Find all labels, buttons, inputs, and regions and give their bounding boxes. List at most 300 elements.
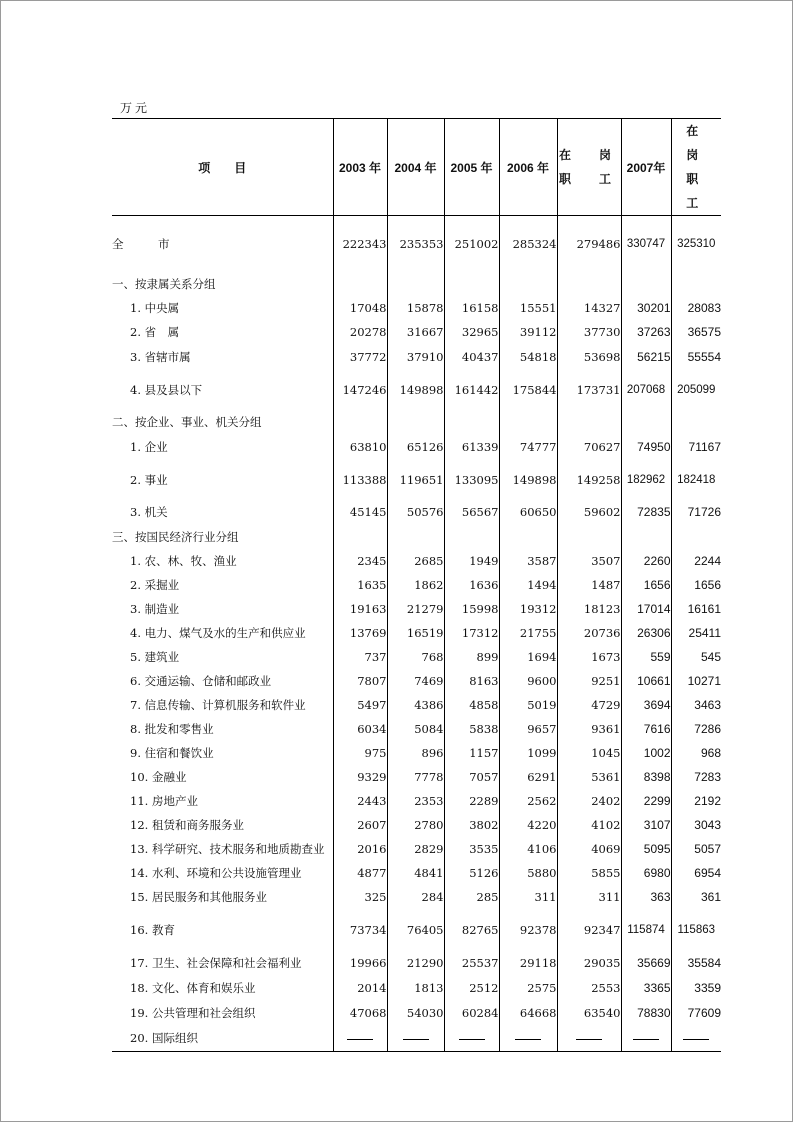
cell-v2003: 737 xyxy=(333,645,387,669)
cell-onpost-2006: 4069 xyxy=(557,837,621,861)
cell-v2004: 76405 xyxy=(387,909,444,951)
cell-v2006: 92378 xyxy=(499,909,557,951)
cell-v2004: 7469 xyxy=(387,669,444,693)
cell-onpost-2006: 173731 xyxy=(557,370,621,410)
cell-v2003: 20278 xyxy=(333,320,387,345)
cell-v2004: 2829 xyxy=(387,837,444,861)
cell-v2007: 3365 xyxy=(621,976,671,1001)
cell-onpost-2007: 5057 xyxy=(694,841,721,856)
cell-v2003: 73734 xyxy=(333,909,387,951)
cell-v2005: 8163 xyxy=(444,669,499,693)
cell-v2006: 39112 xyxy=(499,320,557,345)
cell-onpost-2007: 77609 xyxy=(687,1006,721,1020)
table-row xyxy=(112,1001,721,1026)
cell-onpost-2006: 5361 xyxy=(557,765,621,789)
cell-onpost-2007: 7283 xyxy=(694,769,721,784)
row-label: 2. 省 属 xyxy=(112,320,333,345)
cell-onpost-2006: 2553 xyxy=(557,976,621,1001)
cell-v2005: 17312 xyxy=(444,621,499,645)
cell-v2005: 899 xyxy=(444,645,499,669)
cell-v2005: 5838 xyxy=(444,717,499,741)
cell-v2007: 30201 xyxy=(621,296,671,320)
cell-onpost-2007: 182418 xyxy=(677,473,716,486)
cell-v2004: 235353 xyxy=(387,216,444,272)
cell-v2003: 37772 xyxy=(333,345,387,370)
cell-v2005: 25537 xyxy=(444,951,499,976)
cell-v2006: 1694 xyxy=(499,645,557,669)
cell-onpost-2006: 311 xyxy=(557,885,621,909)
cell-v2004: 1862 xyxy=(387,573,444,597)
cell-v2004: 65126 xyxy=(387,434,444,460)
cell-v2006: 1099 xyxy=(499,741,557,765)
cell-v2007: 7616 xyxy=(621,717,671,741)
cell-v2003: 45145 xyxy=(333,500,387,525)
row-label: 8. 批发和零售业 xyxy=(112,717,333,741)
cell-v2005: 1157 xyxy=(444,741,499,765)
header-2006: 2006 年 xyxy=(499,119,557,216)
header-2007: 2007年 xyxy=(621,119,671,216)
cell-onpost-2007: 36575 xyxy=(687,325,721,339)
cell-v2003: 7807 xyxy=(333,669,387,693)
cell-onpost-2006: 29035 xyxy=(557,951,621,976)
table-row xyxy=(112,645,721,669)
cell-onpost-2006: 1045 xyxy=(557,741,621,765)
cell-onpost-2006: 1673 xyxy=(557,645,621,669)
table-row xyxy=(112,621,721,645)
header-2003: 2003 年 xyxy=(333,119,387,216)
cell-v2006: 2562 xyxy=(499,789,557,813)
cell-v2006: 311 xyxy=(499,885,557,909)
cell-onpost-2006: 63540 xyxy=(557,1001,621,1026)
cell-v2005: 3802 xyxy=(444,813,499,837)
cell-v2004: 21279 xyxy=(387,597,444,621)
table-row xyxy=(112,813,721,837)
cell-onpost-2007 xyxy=(671,272,721,296)
cell-v2007: 207068 xyxy=(621,370,671,410)
row-label: 一、按隶属关系分组 xyxy=(112,272,333,296)
cell-v2003: 17048 xyxy=(333,296,387,320)
table-row xyxy=(112,1026,721,1052)
header-onpost-2006-line2: 职 工 xyxy=(558,172,619,186)
unit-label: 万元 xyxy=(120,101,151,115)
cell-v2006: 5880 xyxy=(499,861,557,885)
row-label: 1. 企业 xyxy=(112,434,333,460)
cell-onpost-2006: 59602 xyxy=(557,500,621,525)
cell-v2007: 330747 xyxy=(621,216,671,272)
cell-v2003 xyxy=(333,410,387,434)
cell-v2007: 1656 xyxy=(621,573,671,597)
row-label: 3. 省辖市属 xyxy=(112,345,333,370)
cell-v2004: 4841 xyxy=(387,861,444,885)
cell-onpost-2007: 10271 xyxy=(687,673,721,688)
cell-v2006: 21755 xyxy=(499,621,557,645)
table-row xyxy=(112,434,721,460)
cell-v2007 xyxy=(621,272,671,296)
cell-onpost-2006 xyxy=(557,1026,621,1052)
header-item: 项 目 xyxy=(112,119,333,216)
row-label: 19. 公共管理和社会组织 xyxy=(112,1001,333,1026)
cell-onpost-2006 xyxy=(557,410,621,434)
cell-v2007: 2299 xyxy=(621,789,671,813)
cell-v2006: 60650 xyxy=(499,500,557,525)
cell-v2005: 251002 xyxy=(444,216,499,272)
dash-mark xyxy=(515,1039,541,1040)
cell-onpost-2007: 3463 xyxy=(694,697,721,712)
cell-onpost-2007: 71726 xyxy=(687,505,721,519)
cell-v2004: 2685 xyxy=(387,549,444,573)
cell-v2007: 37263 xyxy=(621,320,671,345)
cell-v2007 xyxy=(621,525,671,549)
cell-v2004: 54030 xyxy=(387,1001,444,1026)
cell-v2007: 10661 xyxy=(621,669,671,693)
cell-v2006: 4220 xyxy=(499,813,557,837)
header-onpost-2006-line1: 在 岗 xyxy=(558,148,619,162)
cell-v2003: 1635 xyxy=(333,573,387,597)
cell-onpost-2007: 2244 xyxy=(694,553,721,568)
cell-v2006: 2575 xyxy=(499,976,557,1001)
cell-v2003: 13769 xyxy=(333,621,387,645)
cell-v2004 xyxy=(387,1026,444,1052)
row-label: 3. 机关 xyxy=(112,500,333,525)
cell-onpost-2006: 149258 xyxy=(557,460,621,500)
cell-v2003: 19966 xyxy=(333,951,387,976)
cell-v2007: 559 xyxy=(621,645,671,669)
cell-onpost-2007: 205099 xyxy=(677,383,716,396)
header-onpost-2007-line2: 职 工 xyxy=(686,172,727,210)
cell-v2003: 113388 xyxy=(333,460,387,500)
cell-onpost-2007: 16161 xyxy=(687,601,721,616)
cell-onpost-2007 xyxy=(671,1026,721,1052)
row-label: 20. 国际组织 xyxy=(112,1026,333,1052)
row-label: 6. 交通运输、仓储和邮政业 xyxy=(112,669,333,693)
table-row xyxy=(112,296,721,320)
table-row xyxy=(112,272,721,296)
table-row xyxy=(112,976,721,1001)
cell-v2006 xyxy=(499,272,557,296)
row-label: 18. 文化、体育和娱乐业 xyxy=(112,976,333,1001)
cell-v2004: 31667 xyxy=(387,320,444,345)
table-row xyxy=(112,597,721,621)
cell-v2004 xyxy=(387,272,444,296)
cell-onpost-2007: 55554 xyxy=(687,350,721,364)
cell-v2006 xyxy=(499,410,557,434)
cell-v2003: 47068 xyxy=(333,1001,387,1026)
cell-onpost-2006 xyxy=(557,272,621,296)
cell-v2004: 119651 xyxy=(387,460,444,500)
cell-v2004: 2780 xyxy=(387,813,444,837)
table-row xyxy=(112,345,721,370)
cell-v2006: 29118 xyxy=(499,951,557,976)
cell-onpost-2007 xyxy=(671,525,721,549)
row-label: 4. 县及县以下 xyxy=(112,370,333,410)
row-label: 二、按企业、事业、机关分组 xyxy=(112,410,333,434)
row-label: 10. 金融业 xyxy=(112,765,333,789)
header-onpost-2007 xyxy=(671,119,727,216)
table-row xyxy=(112,909,721,951)
cell-onpost-2006: 9361 xyxy=(557,717,621,741)
cell-v2006: 19312 xyxy=(499,597,557,621)
row-label: 1. 农、林、牧、渔业 xyxy=(112,549,333,573)
row-label: 4. 电力、煤气及水的生产和供应业 xyxy=(112,621,333,645)
cell-v2003: 5497 xyxy=(333,693,387,717)
row-label: 16. 教育 xyxy=(112,909,333,951)
table-row xyxy=(112,370,721,410)
cell-onpost-2007: 28083 xyxy=(687,300,721,315)
table-row xyxy=(112,765,721,789)
cell-onpost-2006: 9251 xyxy=(557,669,621,693)
cell-onpost-2007: 545 xyxy=(700,649,721,664)
cell-onpost-2006: 5855 xyxy=(557,861,621,885)
cell-onpost-2007: 3043 xyxy=(694,817,721,832)
cell-onpost-2007: 325310 xyxy=(671,216,721,272)
cell-v2006: 5019 xyxy=(499,693,557,717)
cell-v2005: 5126 xyxy=(444,861,499,885)
cell-v2004: 2353 xyxy=(387,789,444,813)
cell-v2003: 2443 xyxy=(333,789,387,813)
cell-v2007: 72835 xyxy=(621,500,671,525)
cell-v2007: 363 xyxy=(621,885,671,909)
cell-v2004 xyxy=(387,525,444,549)
cell-onpost-2006: 37730 xyxy=(557,320,621,345)
cell-v2006 xyxy=(499,1026,557,1052)
cell-v2005 xyxy=(444,1026,499,1052)
cell-onpost-2007: 6954 xyxy=(694,865,721,880)
cell-v2003: 2607 xyxy=(333,813,387,837)
row-label: 2. 采掘业 xyxy=(112,573,333,597)
row-label: 1. 中央属 xyxy=(112,296,333,320)
dash-mark xyxy=(403,1039,429,1040)
cell-v2006: 1494 xyxy=(499,573,557,597)
cell-v2005 xyxy=(444,410,499,434)
cell-v2003: 9329 xyxy=(333,765,387,789)
cell-v2006 xyxy=(499,525,557,549)
cell-v2007: 74950 xyxy=(621,434,671,460)
row-label: 3. 制造业 xyxy=(112,597,333,621)
cell-v2006: 15551 xyxy=(499,296,557,320)
cell-v2005: 2289 xyxy=(444,789,499,813)
cell-v2003: 19163 xyxy=(333,597,387,621)
table-row xyxy=(112,410,721,434)
cell-v2004: 15878 xyxy=(387,296,444,320)
table-row xyxy=(112,460,721,500)
cell-v2006: 4106 xyxy=(499,837,557,861)
table-row xyxy=(112,837,721,861)
cell-v2007: 8398 xyxy=(621,765,671,789)
cell-v2005 xyxy=(444,525,499,549)
cell-v2004 xyxy=(387,410,444,434)
dash-mark xyxy=(633,1039,659,1040)
cell-onpost-2006: 3507 xyxy=(557,549,621,573)
cell-v2003: 975 xyxy=(333,741,387,765)
cell-v2003: 63810 xyxy=(333,434,387,460)
cell-onpost-2006: 4729 xyxy=(557,693,621,717)
cell-v2004: 284 xyxy=(387,885,444,909)
table-row xyxy=(112,573,721,597)
cell-onpost-2006: 14327 xyxy=(557,296,621,320)
table-row xyxy=(112,717,721,741)
cell-v2004: 768 xyxy=(387,645,444,669)
dash-mark xyxy=(683,1039,709,1040)
cell-v2007: 78830 xyxy=(621,1001,671,1026)
cell-onpost-2006: 1487 xyxy=(557,573,621,597)
row-label: 11. 房地产业 xyxy=(112,789,333,813)
cell-v2004: 16519 xyxy=(387,621,444,645)
cell-onpost-2006 xyxy=(557,525,621,549)
cell-onpost-2007: 2192 xyxy=(694,793,721,808)
statistics-table xyxy=(112,118,727,1052)
dash-mark xyxy=(459,1039,485,1040)
cell-onpost-2007: 1656 xyxy=(694,577,721,592)
cell-onpost-2007: 7286 xyxy=(694,721,721,736)
cell-onpost-2007 xyxy=(671,410,721,434)
cell-v2005: 2512 xyxy=(444,976,499,1001)
cell-v2004: 5084 xyxy=(387,717,444,741)
cell-v2007: 26306 xyxy=(621,621,671,645)
cell-v2003: 2016 xyxy=(333,837,387,861)
table-row xyxy=(112,693,721,717)
cell-v2006: 149898 xyxy=(499,460,557,500)
header-2004: 2004 年 xyxy=(387,119,444,216)
header-onpost-2006 xyxy=(557,119,621,216)
cell-v2003 xyxy=(333,1026,387,1052)
cell-onpost-2006: 18123 xyxy=(557,597,621,621)
row-label: 9. 住宿和餐饮业 xyxy=(112,741,333,765)
cell-onpost-2007: 25411 xyxy=(688,625,721,640)
cell-v2004: 149898 xyxy=(387,370,444,410)
cell-v2005: 32965 xyxy=(444,320,499,345)
cell-v2005: 15998 xyxy=(444,597,499,621)
cell-v2005: 1636 xyxy=(444,573,499,597)
cell-v2003: 222343 xyxy=(333,216,387,272)
cell-v2003: 325 xyxy=(333,885,387,909)
header-row xyxy=(112,119,721,216)
row-label: 15. 居民服务和其他服务业 xyxy=(112,885,333,909)
header-onpost-2007-line1: 在 岗 xyxy=(686,124,727,162)
row-label: 三、按国民经济行业分组 xyxy=(112,525,333,549)
cell-v2005: 56567 xyxy=(444,500,499,525)
cell-v2007: 5095 xyxy=(621,837,671,861)
cell-v2005: 133095 xyxy=(444,460,499,500)
dash-mark xyxy=(347,1039,373,1040)
cell-v2005 xyxy=(444,272,499,296)
row-label: 13. 科学研究、技术服务和地质勘查业 xyxy=(112,837,333,861)
cell-v2005: 82765 xyxy=(444,909,499,951)
table-row xyxy=(112,885,721,909)
cell-v2004: 21290 xyxy=(387,951,444,976)
cell-v2005: 60284 xyxy=(444,1001,499,1026)
table-row xyxy=(112,216,721,272)
table-row xyxy=(112,861,721,885)
header-2005: 2005 年 xyxy=(444,119,499,216)
cell-v2004: 37910 xyxy=(387,345,444,370)
cell-onpost-2007: 361 xyxy=(700,889,721,904)
cell-v2006: 6291 xyxy=(499,765,557,789)
table-row xyxy=(112,500,721,525)
row-label: 17. 卫生、社会保障和社会福利业 xyxy=(112,951,333,976)
cell-v2006: 175844 xyxy=(499,370,557,410)
cell-onpost-2006: 279486 xyxy=(557,216,621,272)
cell-v2007 xyxy=(621,1026,671,1052)
row-label: 5. 建筑业 xyxy=(112,645,333,669)
cell-v2004: 1813 xyxy=(387,976,444,1001)
cell-v2007: 17014 xyxy=(621,597,671,621)
row-label: 2. 事业 xyxy=(112,460,333,500)
table-row xyxy=(112,741,721,765)
cell-v2005: 7057 xyxy=(444,765,499,789)
cell-v2007 xyxy=(621,410,671,434)
table-row xyxy=(112,549,721,573)
cell-onpost-2006: 2402 xyxy=(557,789,621,813)
cell-v2005: 61339 xyxy=(444,434,499,460)
cell-v2003: 2014 xyxy=(333,976,387,1001)
cell-onpost-2006: 70627 xyxy=(557,434,621,460)
cell-onpost-2006: 92347 xyxy=(557,909,621,951)
table-row xyxy=(112,951,721,976)
row-label: 14. 水利、环境和公共设施管理业 xyxy=(112,861,333,885)
cell-v2007: 115874 xyxy=(621,909,671,951)
cell-onpost-2007: 3359 xyxy=(694,981,721,995)
cell-onpost-2006: 4102 xyxy=(557,813,621,837)
table-row xyxy=(112,320,721,345)
cell-onpost-2007: 35584 xyxy=(687,956,721,970)
cell-v2003: 6034 xyxy=(333,717,387,741)
cell-v2004: 50576 xyxy=(387,500,444,525)
cell-onpost-2006: 53698 xyxy=(557,345,621,370)
cell-v2004: 896 xyxy=(387,741,444,765)
cell-v2007: 182962 xyxy=(621,460,671,500)
cell-onpost-2007: 71167 xyxy=(688,439,721,454)
cell-v2006: 285324 xyxy=(499,216,557,272)
cell-v2007: 56215 xyxy=(621,345,671,370)
cell-v2003: 147246 xyxy=(333,370,387,410)
cell-v2004: 4386 xyxy=(387,693,444,717)
cell-v2007: 1002 xyxy=(621,741,671,765)
cell-v2003: 2345 xyxy=(333,549,387,573)
cell-v2003 xyxy=(333,272,387,296)
table-row xyxy=(112,669,721,693)
cell-v2006: 9600 xyxy=(499,669,557,693)
cell-v2007: 3107 xyxy=(621,813,671,837)
cell-onpost-2007: 115863 xyxy=(677,923,716,936)
cell-v2005: 1949 xyxy=(444,549,499,573)
cell-v2007: 2260 xyxy=(621,549,671,573)
cell-v2007: 35669 xyxy=(621,951,671,976)
row-label: 7. 信息传输、计算机服务和软件业 xyxy=(112,693,333,717)
cell-v2005: 161442 xyxy=(444,370,499,410)
cell-v2005: 3535 xyxy=(444,837,499,861)
cell-v2006: 54818 xyxy=(499,345,557,370)
cell-onpost-2006: 20736 xyxy=(557,621,621,645)
cell-v2005: 285 xyxy=(444,885,499,909)
cell-v2006: 74777 xyxy=(499,434,557,460)
cell-onpost-2007: 968 xyxy=(700,745,721,760)
cell-v2007: 3694 xyxy=(621,693,671,717)
cell-v2005: 4858 xyxy=(444,693,499,717)
cell-v2007: 6980 xyxy=(621,861,671,885)
row-label: 12. 租赁和商务服务业 xyxy=(112,813,333,837)
table-row xyxy=(112,525,721,549)
cell-v2006: 3587 xyxy=(499,549,557,573)
cell-v2006: 9657 xyxy=(499,717,557,741)
cell-v2003 xyxy=(333,525,387,549)
dash-mark xyxy=(576,1039,602,1040)
row-label: 全 市 xyxy=(112,216,333,272)
cell-v2006: 64668 xyxy=(499,1001,557,1026)
cell-v2003: 4877 xyxy=(333,861,387,885)
cell-v2005: 16158 xyxy=(444,296,499,320)
table-row xyxy=(112,789,721,813)
cell-v2004: 7778 xyxy=(387,765,444,789)
